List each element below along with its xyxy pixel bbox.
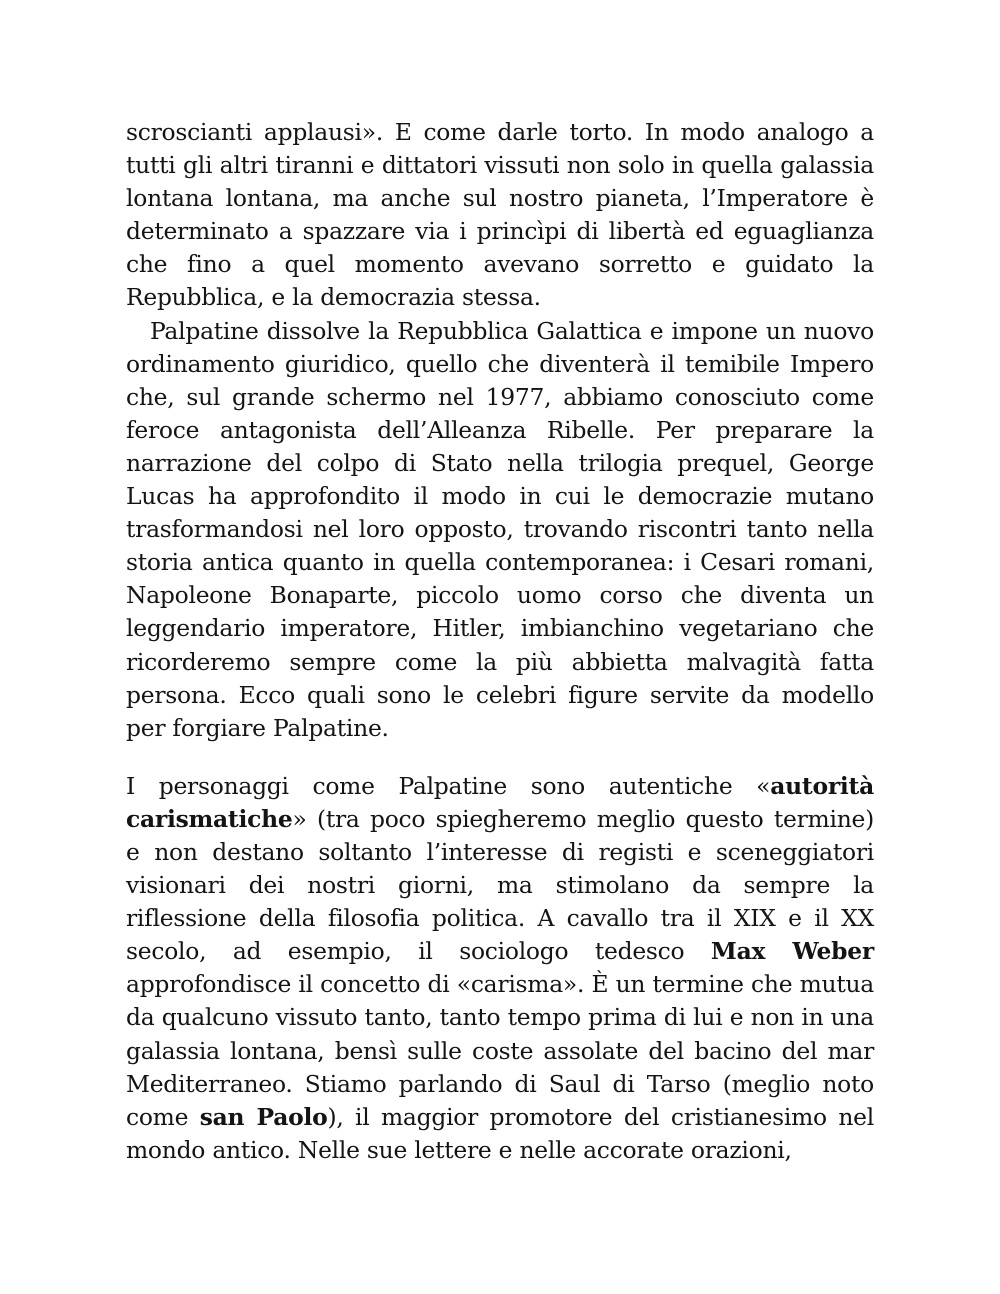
- paragraph-3: [126, 770, 874, 1167]
- paragraph-3-text-2: » (tra poco spiegheremo meglio questo termine) e non destano soltanto l’interesse di registi e sceneggiatori visionari dei nostri giorni, ma stimolano da sempre la riflessione della filosofia politica. A cavallo tra il XIX e il XX secolo, ad esempio, il sociologo tedesco: [126, 804, 874, 966]
- bold-term-max-weber: Max Weber: [710, 937, 874, 966]
- paragraph-2: Palpatine dissolve la Repubblica Galattica e impone un nuovo ordinamento giuridico, quello che diventerà il temibile Impero che, sul grande schermo nel 1977, abbiamo conosciuto come feroce antagonista dell’Alleanza Ribelle. Per preparare la narrazione del colpo di Stato nella trilogia prequel, George Lucas ha approfondito il modo in cui le democrazie mutano trasformandosi nel loro opposto, trovando riscontri tanto nella storia antica quanto in quella contemporanea: i Cesari romani, Napoleone Bonaparte, piccolo uomo corso che diventa un leggendario imperatore, Hitler, imbianchino vegetariano che ricorderemo sempre come la più abbietta malvagità fatta persona. Ecco quali sono le celebri figure servite da modello per forgiare Palpatine.: [126, 316, 874, 742]
- paragraph-3-text-3: approfondisce il concetto di «carisma». È un termine che mutua da qualcuno vissuto tanto, tanto tempo prima di lui e non in una galassia lontana, bensì sulle coste assolate del bacino del mar Mediterraneo. Stiamo parlando di Saul di Tarso (meglio noto come: [126, 970, 874, 1131]
- bold-term-autorita-carismatiche: autorità carismatiche: [126, 771, 874, 833]
- page-body: [126, 116, 874, 1167]
- paragraph-3-text-1: I personaggi come Palpatine sono autentiche «: [126, 771, 771, 800]
- bold-term-san-paolo: san Paolo: [199, 1102, 328, 1131]
- paragraph-1: scroscianti applausi». E come darle torto. In modo analogo a tutti gli altri tiranni e dittatori vissuti non solo in quella galassia lontana lontana, ma anche sul nostro pianeta, l’Imperatore è determinato a spazzare via i princìpi di libertà ed eguaglianza che fino a quel momento avevano sorretto e guidato la Repubblica, e la democrazia stessa.: [126, 118, 874, 312]
- paragraph-3-text-4: ), il maggior promotore del cristianesimo nel mondo antico. Nelle sue lettere e nelle accorate orazioni,: [126, 1102, 875, 1164]
